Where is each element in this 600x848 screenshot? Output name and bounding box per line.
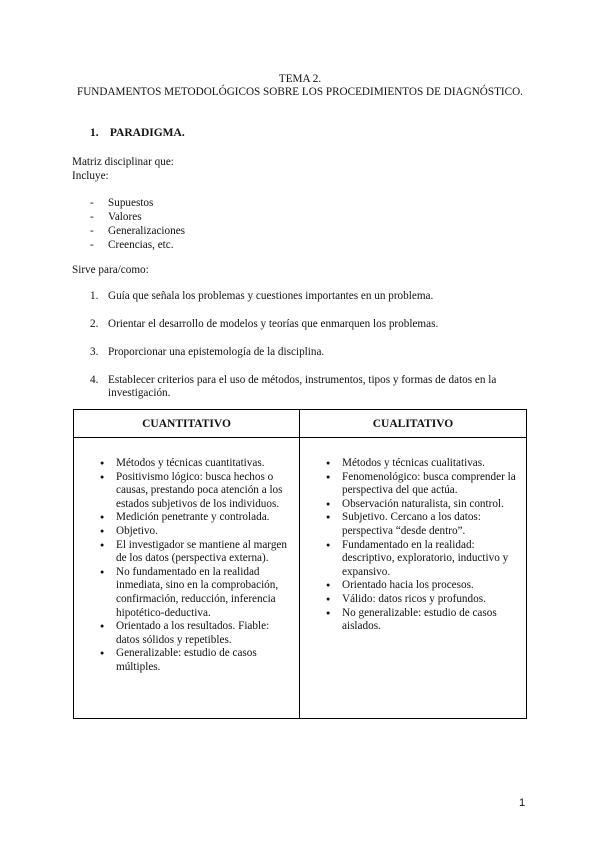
quantitative-cell bbox=[74, 438, 300, 719]
item-number: 2. bbox=[90, 318, 99, 330]
list-item bbox=[90, 318, 530, 331]
list-item: ● Fundamentado en la realidad: descriptivo, exploratorio, inductivo y expansivo. bbox=[324, 539, 522, 580]
list-item: - Valores bbox=[90, 210, 185, 224]
list-item: ● Métodos y técnicas cualitativas. bbox=[324, 457, 522, 471]
list-item bbox=[90, 346, 530, 359]
includes-list bbox=[90, 196, 185, 252]
list-item: ● No generalizable: estudio de casos aislados. bbox=[324, 607, 522, 634]
list-item: ● Generalizable: estudio de casos múltiples. bbox=[98, 647, 291, 674]
table-header-row bbox=[74, 410, 527, 438]
intro-line-1: Matriz disciplinar que: bbox=[72, 156, 174, 168]
item-number: 1. bbox=[90, 290, 99, 302]
item-text: Guía que señala los problemas y cuestiones importantes en un problema. bbox=[108, 290, 434, 302]
page-number: 1 bbox=[519, 797, 526, 809]
quantitative-list bbox=[98, 457, 291, 675]
qualitative-list bbox=[324, 457, 522, 634]
list-item: ● Orientado a los resultados. Fiable: datos sólidos y repetibles. bbox=[98, 620, 291, 647]
serves-label: Sirve para/como: bbox=[72, 264, 149, 276]
list-item: ● No fundamentado en la realidad inmediata, sino en la comprobación, confirmación, reducción, inferencia hipotético-deductiva. bbox=[98, 566, 291, 620]
section-title: PARADIGMA. bbox=[109, 127, 185, 139]
list-item: ● Positivismo lógico: busca hechos o causas, prestando poca atención a los estados subjetivos de los individuos. bbox=[98, 471, 291, 512]
list-item: ● El investigador se mantiene al margen de los datos (perspectiva externa). bbox=[98, 539, 291, 566]
list-item: ● Objetivo. bbox=[98, 525, 291, 539]
list-item: ● Orientado hacia los procesos. bbox=[324, 579, 522, 593]
list-item: - Generalizaciones bbox=[90, 224, 185, 238]
intro-line-2: Incluye: bbox=[72, 170, 109, 182]
item-text: Orientar el desarrollo de modelos y teorías que enmarquen los problemas. bbox=[108, 318, 439, 330]
header-quantitative: CUANTITATIVO bbox=[74, 410, 300, 438]
list-item: ● Métodos y técnicas cuantitativas. bbox=[98, 457, 291, 471]
item-number: 4. bbox=[90, 374, 99, 386]
section-number: 1. bbox=[90, 127, 99, 139]
header-qualitative: CUALITATIVO bbox=[300, 410, 527, 438]
topic-subtitle: FUNDAMENTOS METODOLÓGICOS SOBRE LOS PROCEDIMIENTOS DE DIAGNÓSTICO. bbox=[77, 86, 523, 98]
list-item: ● Subjetivo. Cercano a los datos: perspectiva “desde dentro”. bbox=[324, 511, 522, 538]
list-item: ● Observación naturalista, sin control. bbox=[324, 498, 522, 512]
qualitative-cell bbox=[300, 438, 527, 719]
item-text: Proporcionar una epistemología de la disciplina. bbox=[108, 346, 325, 358]
list-item bbox=[90, 374, 530, 400]
list-item: - Supuestos bbox=[90, 196, 185, 210]
list-item: ● Fenomenológico: busca comprender la perspectiva del que actúa. bbox=[324, 471, 522, 498]
list-item: ● Medición penetrante y controlada. bbox=[98, 511, 291, 525]
section-heading bbox=[90, 127, 185, 139]
item-number: 3. bbox=[90, 346, 99, 358]
comparison-table bbox=[73, 409, 527, 719]
list-item: ● Válido: datos ricos y profundos. bbox=[324, 593, 522, 607]
item-text: Establecer criterios para el uso de métodos, instrumentos, tipos y formas de datos en la investigación. bbox=[108, 374, 497, 399]
table-row bbox=[74, 438, 527, 719]
topic-title: TEMA 2. bbox=[278, 73, 322, 85]
list-item: - Creencias, etc. bbox=[90, 238, 185, 252]
list-item bbox=[90, 290, 530, 303]
